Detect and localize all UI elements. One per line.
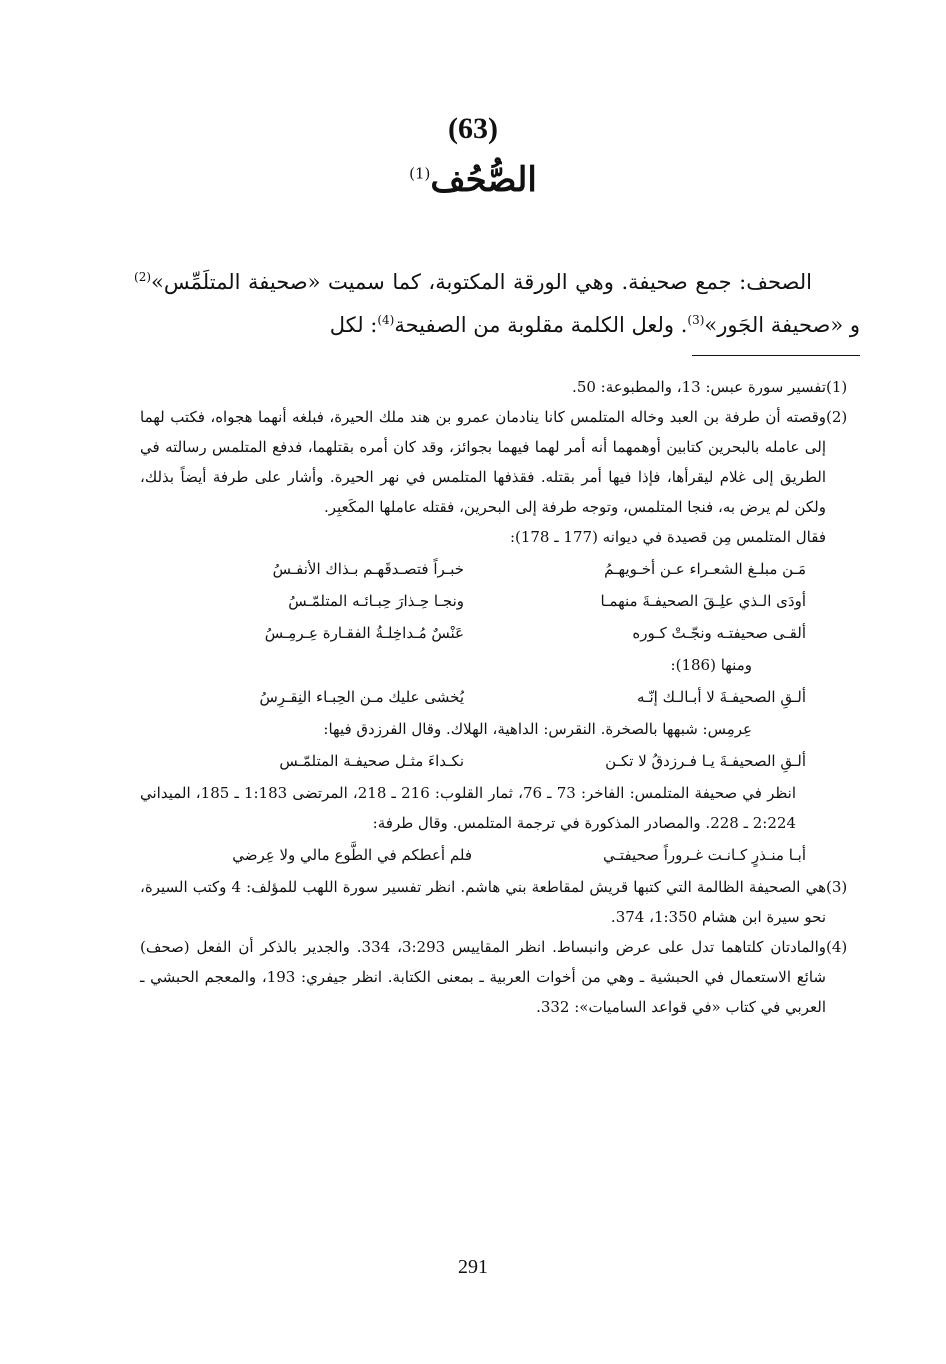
- footnote-text: هي الصحيفة الظالمة التي كتبها قريش لمقاطعة بني هاشم. انظر تفسير سورة اللهب للمؤلف: 4 وكتب السيرة، نحو سيرة ابن هشام 1:350، 374.: [140, 878, 826, 926]
- verse-hemistich: ألقـى صحيفتـه ونجّـتْ كـوره: [632, 624, 806, 642]
- verse-hemistich: ألـقِ الصحيفـةَ لا أبـالـك إنّـه: [637, 688, 806, 706]
- footnote-ref-4: (4): [377, 313, 395, 327]
- main-text-part: و «صحيفة الجَور»: [704, 313, 860, 337]
- footnote-text: فقال المتلمس مِن قصيدة في ديوانه (177 ـ 178):: [509, 528, 826, 546]
- title-text: الصُّحُف: [430, 160, 537, 200]
- footnotes: [140, 372, 862, 1022]
- main-text-part: : لكل: [329, 313, 378, 337]
- verse-hemistich: أودَى الـذي علِـقَ الصحيفـةَ منهمـا: [600, 592, 806, 610]
- verse-hemistich: أبـا منـذرٍ كـانـت غـروراً صحيفتـي: [603, 846, 806, 864]
- footnote-text: انظر في صحيفة المتلمس: الفاخر: 73 ـ 76، ثمار القلوب: 216 ـ 218، المرتضى 1:183 ـ 185، الميداني 2:224 ـ 228. والمصادر المذكورة في ترجمة المتلمس. وقال طرفة:: [140, 784, 797, 832]
- verse-line: [140, 618, 826, 648]
- footnote-3: [140, 872, 862, 932]
- footnote-text: والمادتان كلتاهما تدل على عرض وانبساط. انظر المقاييس 3:293، 334. والجدير بالذكر أن الفعل (صحف) شائع الاستعمال في الحبشية ـ وهي من أخوات العربية ـ بمعنى الكتابة. انظر جيفري: 193، والمعجم الحبشي ـ العربي في كتاب «في قواعد الساميات»: 332.: [140, 938, 826, 1016]
- verse-line: [140, 840, 826, 870]
- section-number: (63): [448, 112, 498, 145]
- footnote-text: وقصته أن طرفة بن العبد وخاله المتلمس كانا ينادمان عمرو بن هند ملك الحيرة، فبلغه أنهما هجواه، فكتب لهما إلى عامله بالبحرين كتابين أوهمهما أنه أمر لهما فيهما بجوائز، وقد كان أمره بقتلهما، فدفع المتلمس رسالته في الطريق إلى غلام ليقرأها، فإذا فيها أمر بقتله. فقذفها المتلمس في نهر الحيرة. وأشار على طرفة أيضاً بذلك، ولكن لم يرض به، فنجا المتلمس، وتوجه طرفة إلى البحرين، فقتله عاملها المكَعبِر.: [140, 408, 826, 516]
- verse-hemistich: فلم أعطكم في الطَّوع مالي ولا عِرضي: [232, 846, 472, 864]
- footnote-text: ومنها (186):: [670, 656, 752, 674]
- verse-hemistich: ألـقِ الصحيفـةَ يـا فـرزدقُ لا تكـن: [605, 752, 806, 770]
- footnote-number: (3): [826, 878, 848, 896]
- footnote-1: [140, 372, 862, 402]
- footnote-2: [140, 402, 862, 872]
- verse-hemistich: خبـراً فتصـدقَهـم بـذاك الأنفـسُ: [272, 560, 464, 578]
- main-text: [134, 258, 860, 344]
- footnote-number: (2): [826, 408, 848, 426]
- title-footnote-ref: (1): [409, 164, 431, 183]
- footnote-number: (4): [826, 938, 848, 956]
- main-text-part: الصحف: جمع صحيفة. وهي الورقة المكتوبة، كما سميت «صحيفة المتلَمِّس»: [151, 270, 812, 294]
- page-number: 291: [458, 1256, 488, 1278]
- verse-hemistich: يُخشى عليك مـن الحِبـاء النِقـرِسُ: [259, 688, 464, 706]
- verse-line: [140, 682, 826, 712]
- footnote-ref-3: (3): [687, 313, 705, 327]
- footnote-ref-2: (2): [134, 270, 152, 284]
- footnote-text: تفسير سورة عبس: 13، والمطبوعة: 50.: [572, 378, 826, 396]
- footnote-4: [140, 932, 862, 1022]
- verse-line: [140, 746, 826, 776]
- main-text-part: . ولعل الكلمة مقلوبة من الصفيحة: [394, 313, 688, 337]
- footnote-separator: [692, 355, 860, 356]
- footnote-text: عِرمِس: شبهها بالصخرة. النقرس: الداهية، الهلاك. وقال الفرزدق فيها:: [323, 720, 752, 738]
- verse-line: [140, 586, 826, 616]
- verse-hemistich: نكـداءَ مثـل صحيفـة المتلمّـس: [279, 752, 464, 770]
- verse-line: [140, 554, 826, 584]
- main-paragraph: [134, 258, 860, 344]
- footnote-number: (1): [826, 378, 848, 396]
- verse-hemistich: عَنْسٌ مُـداخِلـةُ الفقـارة عِـرمِـسُ: [264, 624, 464, 642]
- verse-hemistich: ونجـا حِـذارَ حِبـائـه المتلمّـسُ: [288, 592, 464, 610]
- verse-hemistich: مَـن مبلـغ الشعـراء عـن أخـويهـمُ: [604, 560, 806, 578]
- page-title: [0, 160, 946, 200]
